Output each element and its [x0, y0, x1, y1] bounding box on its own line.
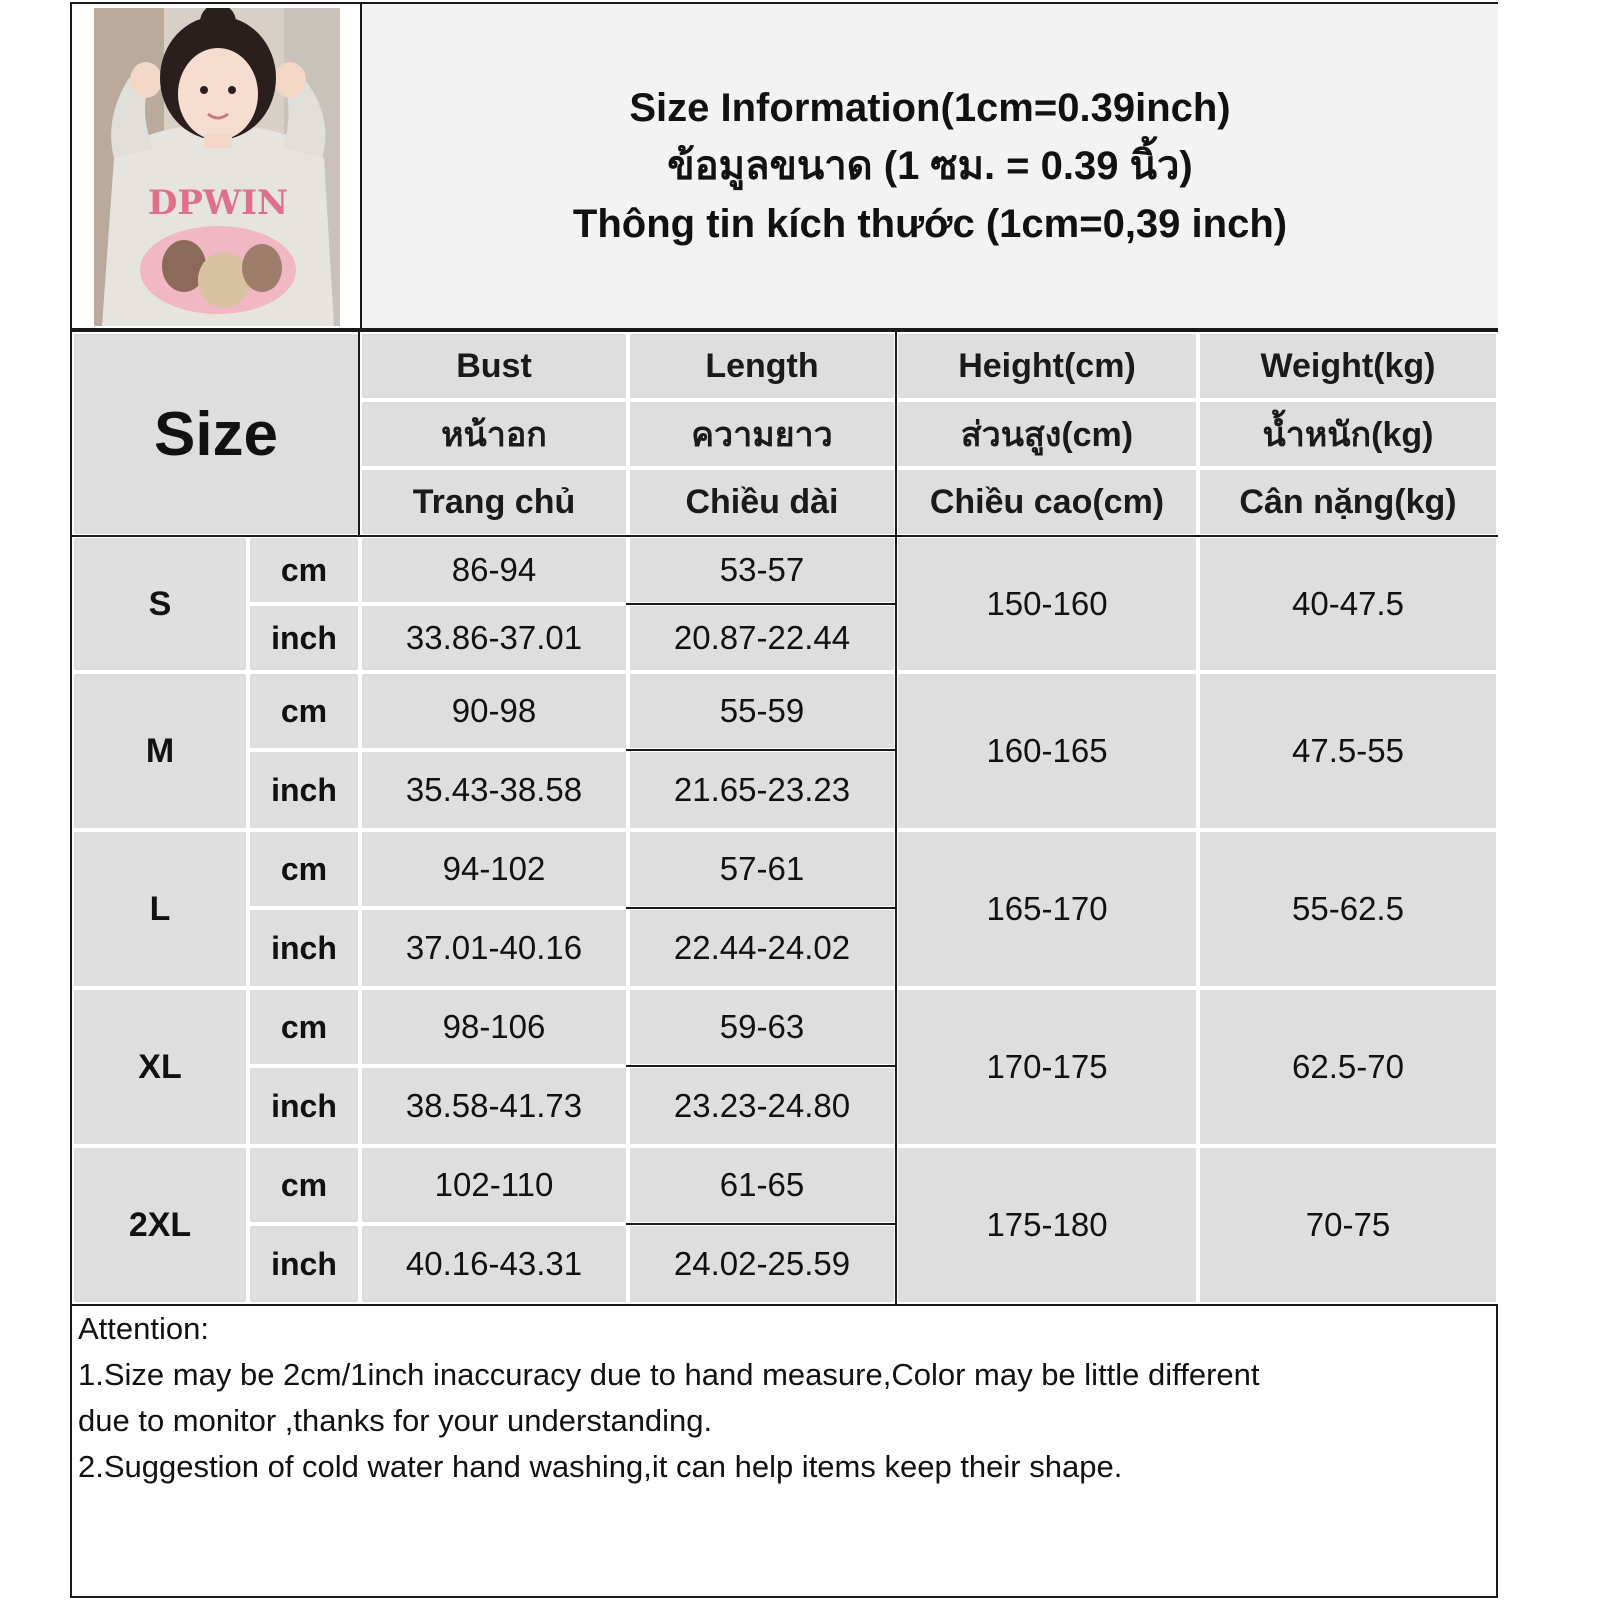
col-height-vi: Chiều cao(cm) — [896, 468, 1198, 536]
title-block — [360, 4, 1498, 328]
col-weight-vi: Cân nặng(kg) — [1198, 468, 1498, 536]
size-label-xl: XL — [72, 988, 248, 1146]
size-label-l: L — [72, 830, 248, 988]
length-cm-m: 55-59 — [628, 672, 896, 750]
col-weight-th: น้ำหนัก(kg) — [1198, 400, 1498, 468]
notes-line-2: due to monitor ,thanks for your understanding. — [78, 1403, 713, 1438]
grid-line — [626, 1065, 896, 1067]
height-2xl: 175-180 — [896, 1146, 1198, 1304]
bust-cm-m: 90-98 — [360, 672, 628, 750]
size-chart — [70, 2, 1498, 1598]
length-cm-2xl: 61-65 — [628, 1146, 896, 1224]
col-weight-en: Weight(kg) — [1198, 332, 1498, 400]
weight-m: 47.5-55 — [1198, 672, 1498, 830]
grid-line — [358, 332, 360, 536]
grid-line — [895, 332, 897, 1304]
height-xl: 170-175 — [896, 988, 1198, 1146]
col-bust-vi: Trang chủ — [360, 468, 628, 536]
bust-cm-2xl: 102-110 — [360, 1146, 628, 1224]
length-cm-s: 53-57 — [628, 536, 896, 604]
grid-line — [626, 749, 896, 751]
col-length-vi: Chiều dài — [628, 468, 896, 536]
grid-line — [626, 1223, 896, 1225]
shirt-print-text: DPWIN — [147, 183, 289, 223]
grid-line — [72, 535, 1498, 537]
notes-line-3: 2.Suggestion of cold water hand washing,it can help items keep their shape. — [78, 1449, 1123, 1484]
bust-inch-l: 37.01-40.16 — [360, 908, 628, 988]
bust-cm-l: 94-102 — [360, 830, 628, 908]
col-length-en: Length — [628, 332, 896, 400]
col-bust-en: Bust — [360, 332, 628, 400]
bust-cm-xl: 98-106 — [360, 988, 628, 1066]
bust-inch-2xl: 40.16-43.31 — [360, 1224, 628, 1304]
col-bust-th: หน้าอก — [360, 400, 628, 468]
notes-line-1: 1.Size may be 2cm/1inch inaccuracy due to hand measure,Color may be little different — [78, 1357, 1260, 1392]
weight-2xl: 70-75 — [1198, 1146, 1498, 1304]
bust-inch-s: 33.86-37.01 — [360, 604, 628, 672]
grid-line — [626, 907, 896, 909]
unit-inch: inch — [248, 908, 360, 988]
length-inch-2xl: 24.02-25.59 — [628, 1224, 896, 1304]
col-length-th: ความยาว — [628, 400, 896, 468]
size-label-m: M — [72, 672, 248, 830]
product-photo — [94, 8, 340, 326]
bust-inch-m: 35.43-38.58 — [360, 750, 628, 830]
notes-heading: Attention: — [78, 1311, 209, 1346]
col-height-th: ส่วนสูง(cm) — [896, 400, 1198, 468]
unit-inch: inch — [248, 1066, 360, 1146]
grid-line — [72, 328, 1498, 332]
length-inch-s: 20.87-22.44 — [628, 604, 896, 672]
unit-inch: inch — [248, 1224, 360, 1304]
length-inch-m: 21.65-23.23 — [628, 750, 896, 830]
bust-cm-s: 86-94 — [360, 536, 628, 604]
unit-cm: cm — [248, 672, 360, 750]
height-s: 150-160 — [896, 536, 1198, 672]
bust-inch-xl: 38.58-41.73 — [360, 1066, 628, 1146]
title-vietnamese: Thông tin kích thước (1cm=0,39 inch) — [572, 202, 1288, 246]
height-m: 160-165 — [896, 672, 1198, 830]
model-illustration — [94, 8, 340, 326]
title-thai: ข้อมูลขนาด (1 ซม. = 0.39 นิ้ว) — [667, 144, 1193, 188]
length-cm-xl: 59-63 — [628, 988, 896, 1066]
unit-cm: cm — [248, 1146, 360, 1224]
unit-cm: cm — [248, 988, 360, 1066]
attention-notes — [78, 1306, 1488, 1490]
unit-inch: inch — [248, 604, 360, 672]
height-l: 165-170 — [896, 830, 1198, 988]
size-label-s: S — [72, 536, 248, 672]
unit-cm: cm — [248, 536, 360, 604]
size-label-2xl: 2XL — [72, 1146, 248, 1304]
length-inch-l: 22.44-24.02 — [628, 908, 896, 988]
unit-inch: inch — [248, 750, 360, 830]
weight-s: 40-47.5 — [1198, 536, 1498, 672]
col-height-en: Height(cm) — [896, 332, 1198, 400]
grid-line — [626, 603, 896, 605]
title-english: Size Information(1cm=0.39inch) — [629, 86, 1231, 130]
length-inch-xl: 23.23-24.80 — [628, 1066, 896, 1146]
length-cm-l: 57-61 — [628, 830, 896, 908]
size-header — [72, 332, 360, 536]
unit-cm: cm — [248, 830, 360, 908]
size-header-label: Size — [153, 399, 279, 469]
weight-l: 55-62.5 — [1198, 830, 1498, 988]
weight-xl: 62.5-70 — [1198, 988, 1498, 1146]
